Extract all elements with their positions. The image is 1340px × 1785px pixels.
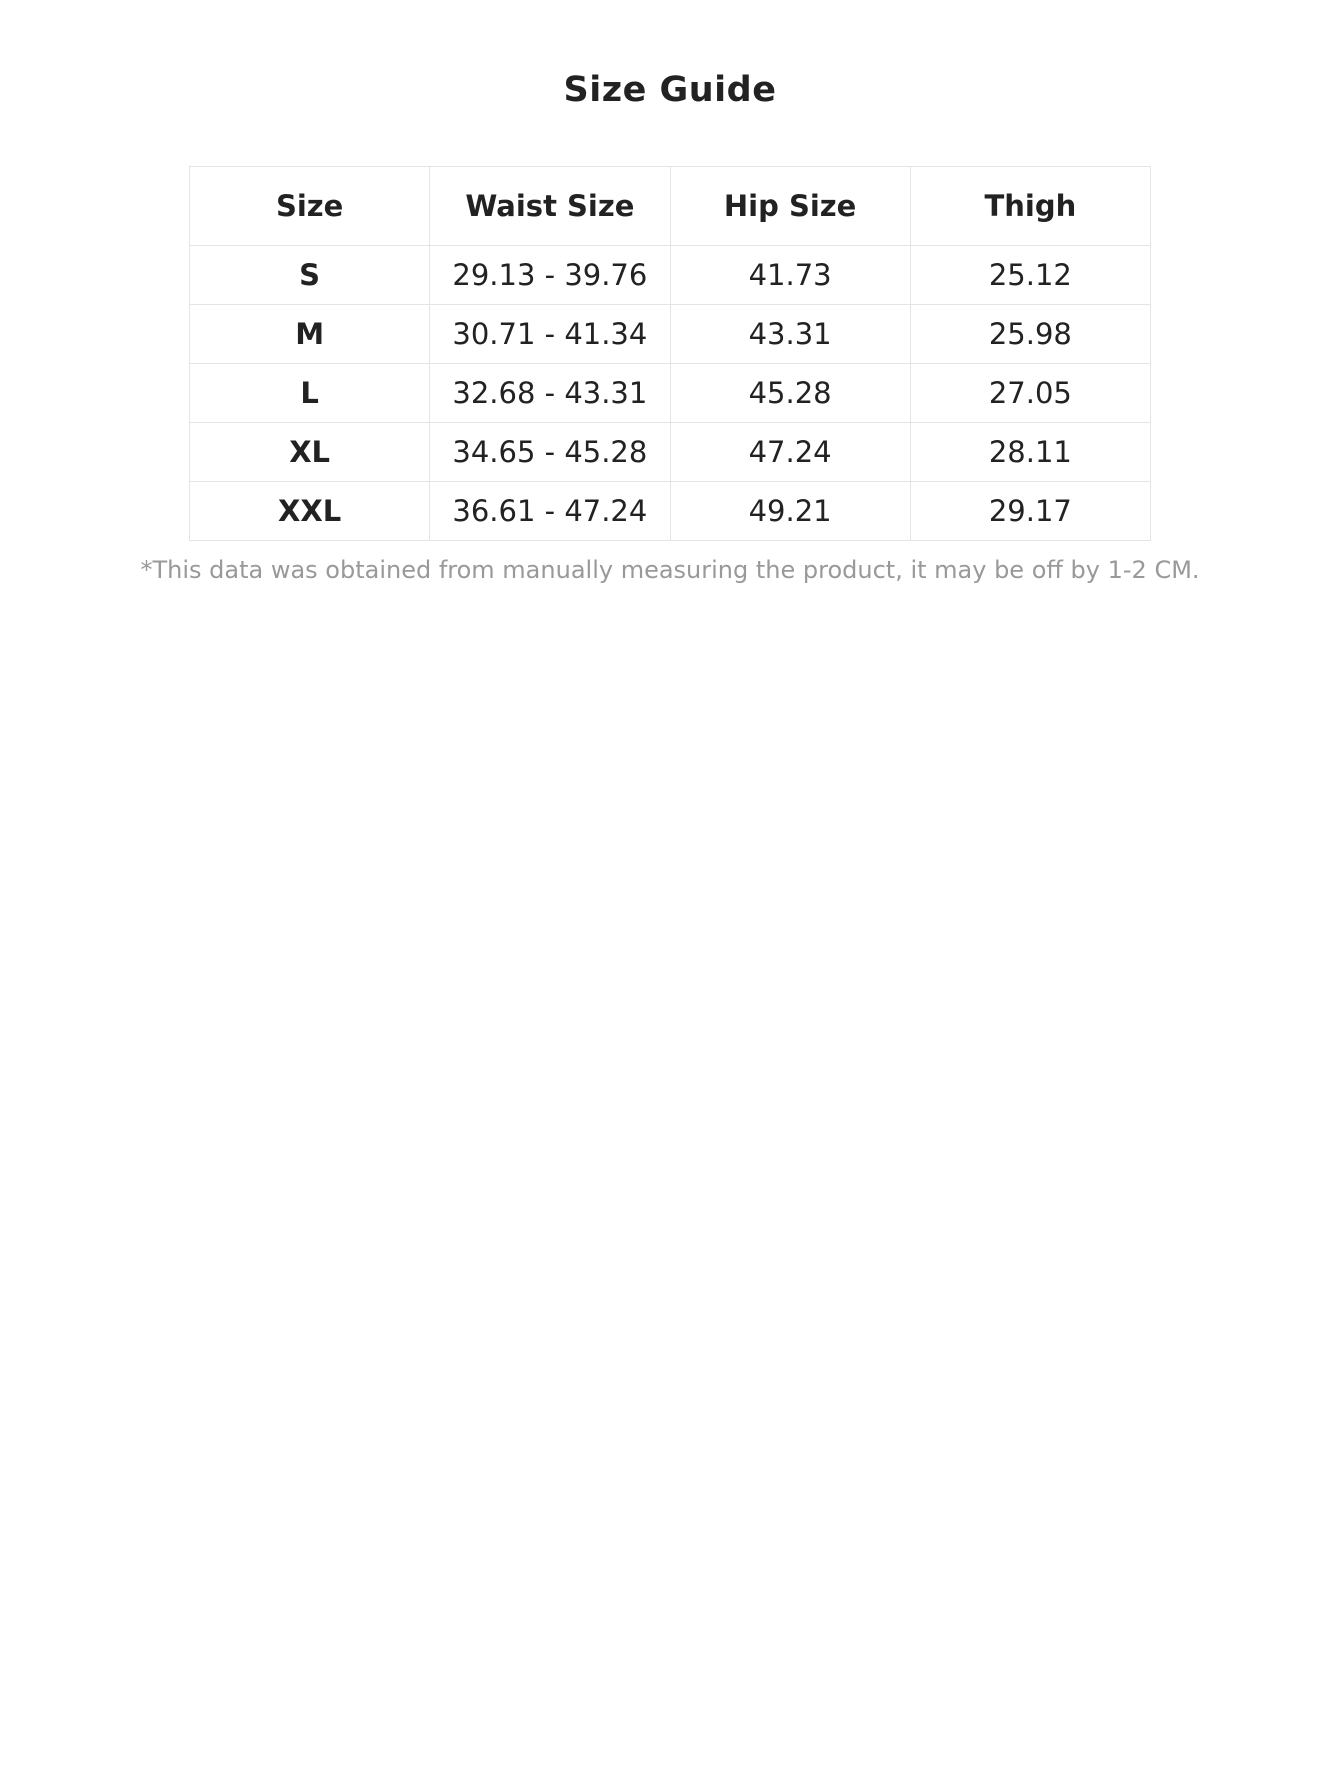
size-cell: XL xyxy=(190,423,430,482)
table-row xyxy=(190,364,1151,423)
waist-cell: 29.13 - 39.76 xyxy=(430,246,670,305)
hip-cell: 41.73 xyxy=(670,246,910,305)
measurement-disclaimer: *This data was obtained from manually measuring the product, it may be off by 1-2 CM. xyxy=(140,556,1200,584)
header-thigh: Thigh xyxy=(910,167,1150,246)
page-title: Size Guide xyxy=(563,70,777,110)
size-cell: M xyxy=(190,305,430,364)
size-cell: S xyxy=(190,246,430,305)
thigh-cell: 25.98 xyxy=(910,305,1150,364)
table-body xyxy=(190,246,1151,541)
waist-cell: 32.68 - 43.31 xyxy=(430,364,670,423)
header-size: Size xyxy=(190,167,430,246)
waist-cell: 36.61 - 47.24 xyxy=(430,482,670,541)
thigh-cell: 29.17 xyxy=(910,482,1150,541)
thigh-cell: 27.05 xyxy=(910,364,1150,423)
waist-cell: 30.71 - 41.34 xyxy=(430,305,670,364)
thigh-cell: 25.12 xyxy=(910,246,1150,305)
table-header xyxy=(190,167,1151,246)
hip-cell: 49.21 xyxy=(670,482,910,541)
hip-cell: 47.24 xyxy=(670,423,910,482)
table-row xyxy=(190,482,1151,541)
table-row xyxy=(190,423,1151,482)
size-cell: L xyxy=(190,364,430,423)
hip-cell: 45.28 xyxy=(670,364,910,423)
hip-cell: 43.31 xyxy=(670,305,910,364)
header-hip-size: Hip Size xyxy=(670,167,910,246)
header-waist-size: Waist Size xyxy=(430,167,670,246)
waist-cell: 34.65 - 45.28 xyxy=(430,423,670,482)
table-row xyxy=(190,246,1151,305)
size-guide-table xyxy=(189,166,1151,541)
thigh-cell: 28.11 xyxy=(910,423,1150,482)
table-header-row xyxy=(190,167,1151,246)
table-row xyxy=(190,305,1151,364)
size-cell: XXL xyxy=(190,482,430,541)
